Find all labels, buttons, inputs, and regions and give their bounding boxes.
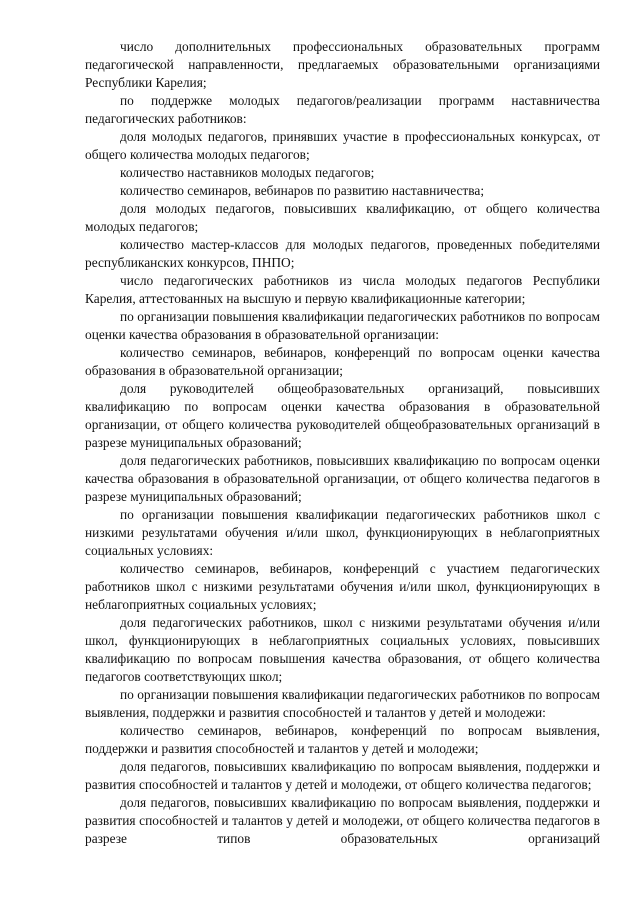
paragraph: доля педагогических работников, школ с низкими результатами обучения и/или школ, функционирующих в неблагоприятных социальных условиях, повысивших квалификацию по вопросам повышения качества образования, от общего количества педагогов соответствующих школ; [85,615,600,684]
paragraph: количество мастер-классов для молодых педагогов, проведенных победителями республиканских конкурсов, ПНПО; [85,237,600,270]
paragraph: количество семинаров, вебинаров, конференций по вопросам оценки качества образования в образовательной организации; [85,345,600,378]
paragraph: количество наставников молодых педагогов; [120,165,375,180]
paragraph: доля педагогов, повысивших квалификацию по вопросам выявления, поддержки и развития способностей и талантов у детей и молодежи, от общего количества педагогов в разрезе типов образовательных организаций [85,795,600,846]
paragraph: доля руководителей общеобразовательных организаций, повысивших квалификацию по вопросам оценки качества образования в образовательной организации, от общего количества руководителей общеобразовательных организаций в разрезе муниципальных образований; [85,381,600,450]
paragraph: доля молодых педагогов, повысивших квалификацию, от общего количества молодых педагогов; [85,201,600,234]
paragraph: количество семинаров, вебинаров, конференций с участием педагогических работников школ с низкими результатами обучения и/или школ, функционирующих в неблагоприятных социальных условиях; [85,561,600,612]
paragraph: доля педагогов, повысивших квалификацию по вопросам выявления, поддержки и развития способностей и талантов у детей и молодежи, от общего количества педагогов; [85,759,600,792]
paragraph: по поддержке молодых педагогов/реализации программ наставничества педагогических работников: [85,93,600,126]
document-page [85,38,600,848]
paragraph: число педагогических работников из числа молодых педагогов Республики Карелия, аттестованных на высшую и первую квалификационные категории; [85,273,600,306]
paragraph: число дополнительных профессиональных образовательных программ педагогической направленности, предлагаемых образовательными организациями Республики Карелия; [85,39,600,90]
paragraph: количество семинаров, вебинаров, конференций по вопросам выявления, поддержки и развития способностей и талантов у детей и молодежи; [85,723,600,756]
paragraph: по организации повышения квалификации педагогических работников по вопросам выявления, поддержки и развития способностей и талантов у детей и молодежи: [85,687,600,720]
paragraph: по организации повышения квалификации педагогических работников по вопросам оценки качества образования в образовательной организации: [85,309,600,342]
paragraph: по организации повышения квалификации педагогических работников школ с низкими результатами обучения и/или школ, функционирующих в неблагоприятных социальных условиях: [85,507,600,558]
paragraph: количество семинаров, вебинаров по развитию наставничества; [120,183,485,198]
paragraph: доля педагогических работников, повысивших квалификацию по вопросам оценки качества образования в образовательной организации, от общего количества педагогов в разрезе муниципальных образований; [85,453,600,504]
paragraph: доля молодых педагогов, принявших участие в профессиональных конкурсах, от общего количества молодых педагогов; [85,129,600,162]
